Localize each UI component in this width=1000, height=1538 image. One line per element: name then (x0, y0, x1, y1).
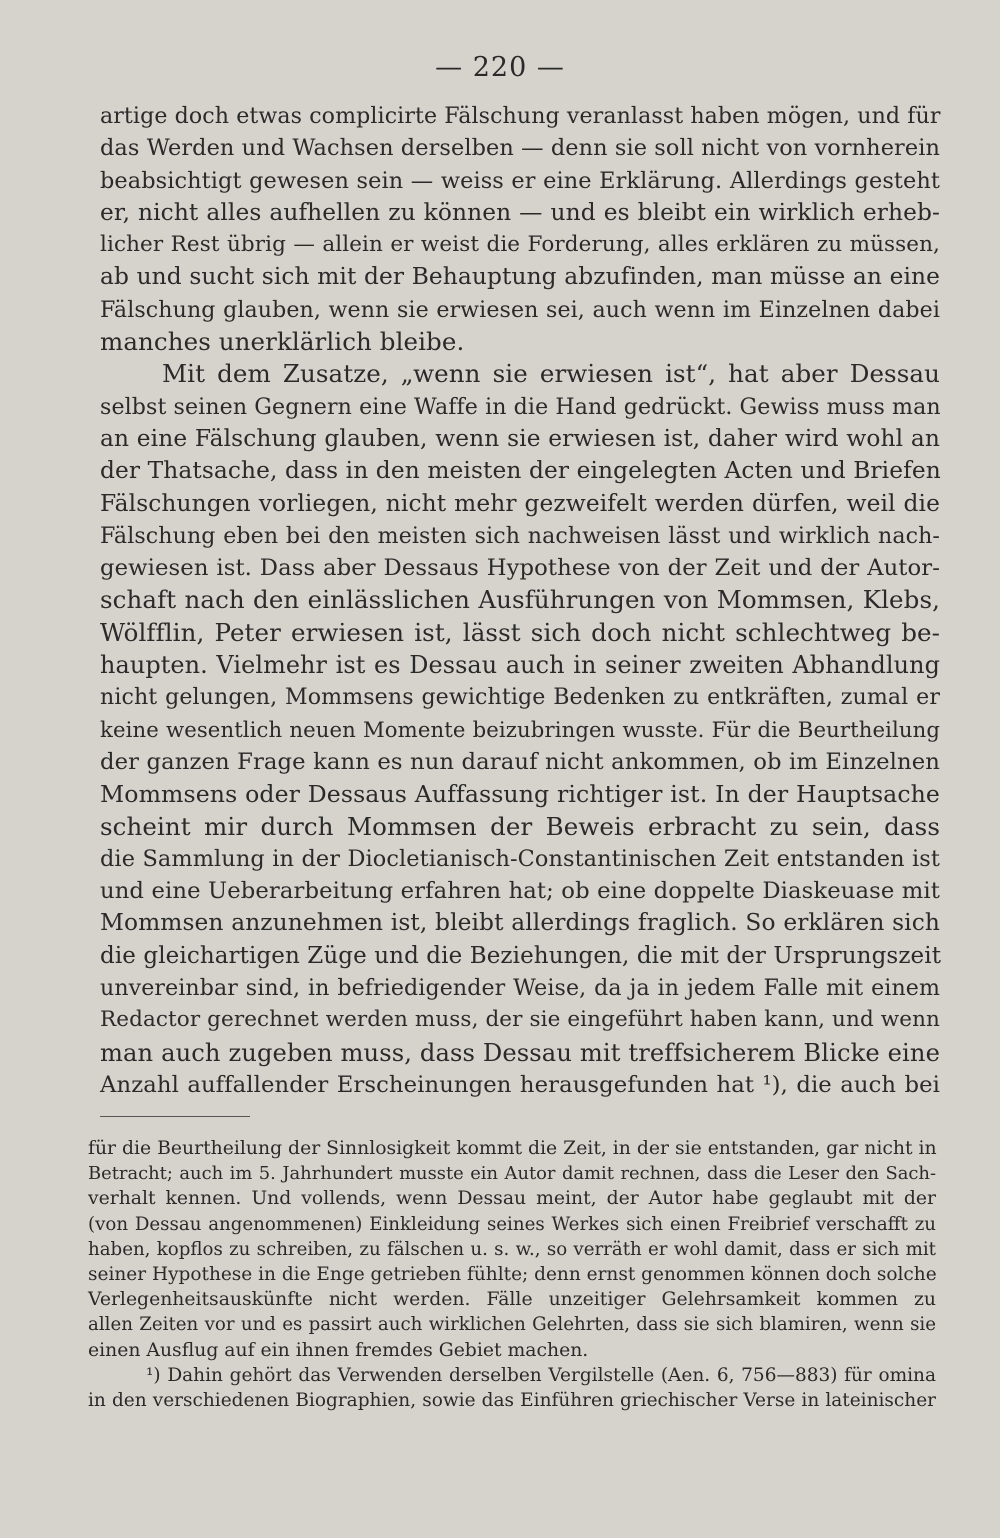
footnote-line: Verlegenheitsauskünfte nicht werden. Fälle unzeitiger Gelehrsamkeit kommen zu (88, 1289, 936, 1311)
text-line: keine wesentlich neuen Momente beizubringen wusste. Für die Beurtheilung (100, 716, 940, 742)
text-line: Mommsens oder Dessaus Auffassung richtiger ist. In der Hauptsache (100, 780, 940, 809)
text-line: licher Rest übrig — allein er weist die Forderung, alles erklären zu müssen, (100, 232, 940, 258)
footnote-line: seiner Hypothese in die Enge getrieben fühlte; denn ernst genommen können doch solche (88, 1263, 937, 1285)
text-line: an eine Fälschung glauben, wenn sie erwiesen ist, daher wird wohl an (100, 424, 940, 452)
footnote-line: haben, kopflos zu schreiben, zu fälschen u. s. w., so verräth er wohl damit, dass er sich mit (88, 1238, 936, 1260)
footnote-line: ¹) Dahin gehört das Verwenden derselben Vergilstelle (Aen. 6, 756—883) für omina (146, 1364, 936, 1386)
text-line: unvereinbar sind, in befriedigender Weise, da ja in jedem Falle mit einem (100, 975, 940, 1002)
text-line: die Sammlung in der Diocletianisch-Constantinischen Zeit entstanden ist (100, 845, 940, 872)
text-line: Wölfflin, Peter erwiesen ist, lässt sich doch nicht schlechtweg be- (100, 617, 940, 647)
text-line: manches unerklärlich bleibe. (100, 327, 465, 357)
footnote-line: einen Ausflug auf ein ihnen fremdes Gebiet machen. (88, 1339, 589, 1361)
text-line: man auch zugeben muss, dass Dessau mit treffsicherem Blicke eine (100, 1038, 940, 1067)
text-line: und eine Ueberarbeitung erfahren hat; ob eine doppelte Diaskeuase mit (100, 878, 940, 905)
text-line: Redactor gerechnet werden muss, der sie eingeführt haben kann, und wenn (100, 1007, 940, 1033)
page-number: — 220 — (435, 52, 565, 83)
footnote-line: (von Dessau angenommenen) Einkleidung seines Werkes sich einen Freibrief verschafft zu (88, 1213, 936, 1235)
footnote-line: in den verschiedenen Biographien, sowie das Einführen griechischer Verse in lateinischer (88, 1389, 936, 1411)
text-line: schaft nach den einlässlichen Ausführungen von Mommsen, Klebs, (100, 585, 940, 615)
text-line: die gleichartigen Züge und die Beziehungen, die mit der Ursprungszeit (100, 942, 942, 969)
text-line: Anzahl auffallender Erscheinungen herausgefunden hat ¹), die auch bei (100, 1071, 940, 1098)
footnote-line: für die Beurtheilung der Sinnlosigkeit kommt die Zeit, in der sie entstanden, gar nicht in (88, 1138, 937, 1159)
footnote-divider (100, 1116, 250, 1117)
text-line: er, nicht alles aufhellen zu können — und es bleibt ein wirklich erheb- (100, 198, 940, 226)
text-line: das Werden und Wachsen derselben — denn sie soll nicht von vornherein (100, 135, 940, 162)
text-line: artige doch etwas complicirte Fälschung veranlasst haben mögen, und für (100, 103, 941, 129)
text-line: scheint mir durch Mommsen der Beweis erbracht zu sein, dass (100, 811, 940, 841)
text-line: Fälschung glauben, wenn sie erwiesen sei, auch wenn im Einzelnen dabei (100, 296, 940, 323)
text-line: selbst seinen Gegnern eine Waffe in die Hand gedrückt. Gewiss muss man (100, 393, 941, 420)
text-line: nicht gelungen, Mommsens gewichtige Bedenken zu entkräften, zumal er (100, 684, 940, 711)
text-line: der Thatsache, dass in den meisten der eingelegten Acten und Briefen (100, 457, 941, 485)
text-line: gewiesen ist. Dass aber Dessaus Hypothese von der Zeit und der Autor- (100, 555, 940, 582)
main-text (100, 100, 940, 1101)
text-line: Fälschungen vorliegen, nicht mehr gezweifelt werden dürfen, weil die (100, 489, 940, 517)
text-line: Mommsen anzunehmen ist, bleibt allerdings fraglich. So erklären sich (100, 909, 940, 937)
footnotes (88, 1136, 936, 1413)
text-line: Mit dem Zusatze, „wenn sie erwiesen ist“, hat aber Dessau (162, 359, 940, 389)
footnote-line: verhalt kennen. Und vollends, wenn Dessau meint, der Autor habe geglaubt mit der (88, 1188, 936, 1210)
text-line: der ganzen Frage kann es nun darauf nicht ankommen, ob im Einzelnen (100, 748, 940, 775)
text-line: Fälschung eben bei den meisten sich nachweisen lässt und wirklich nach- (100, 522, 940, 549)
footnote-line: Betracht; auch im 5. Jahrhundert musste ein Autor damit rechnen, dass die Leser den Sach- (88, 1163, 936, 1185)
text-line: haupten. Vielmehr ist es Dessau auch in seiner zweiten Abhandlung (100, 651, 940, 680)
text-line: ab und sucht sich mit der Behauptung abzufinden, man müsse an eine (100, 263, 940, 291)
footnote-line: allen Zeiten vor und es passirt auch wirklichen Gelehrten, dass sie sich blamiren, wenn sie (88, 1314, 936, 1336)
text-line: beabsichtigt gewesen sein — weiss er eine Erklärung. Allerdings gesteht (100, 167, 940, 194)
